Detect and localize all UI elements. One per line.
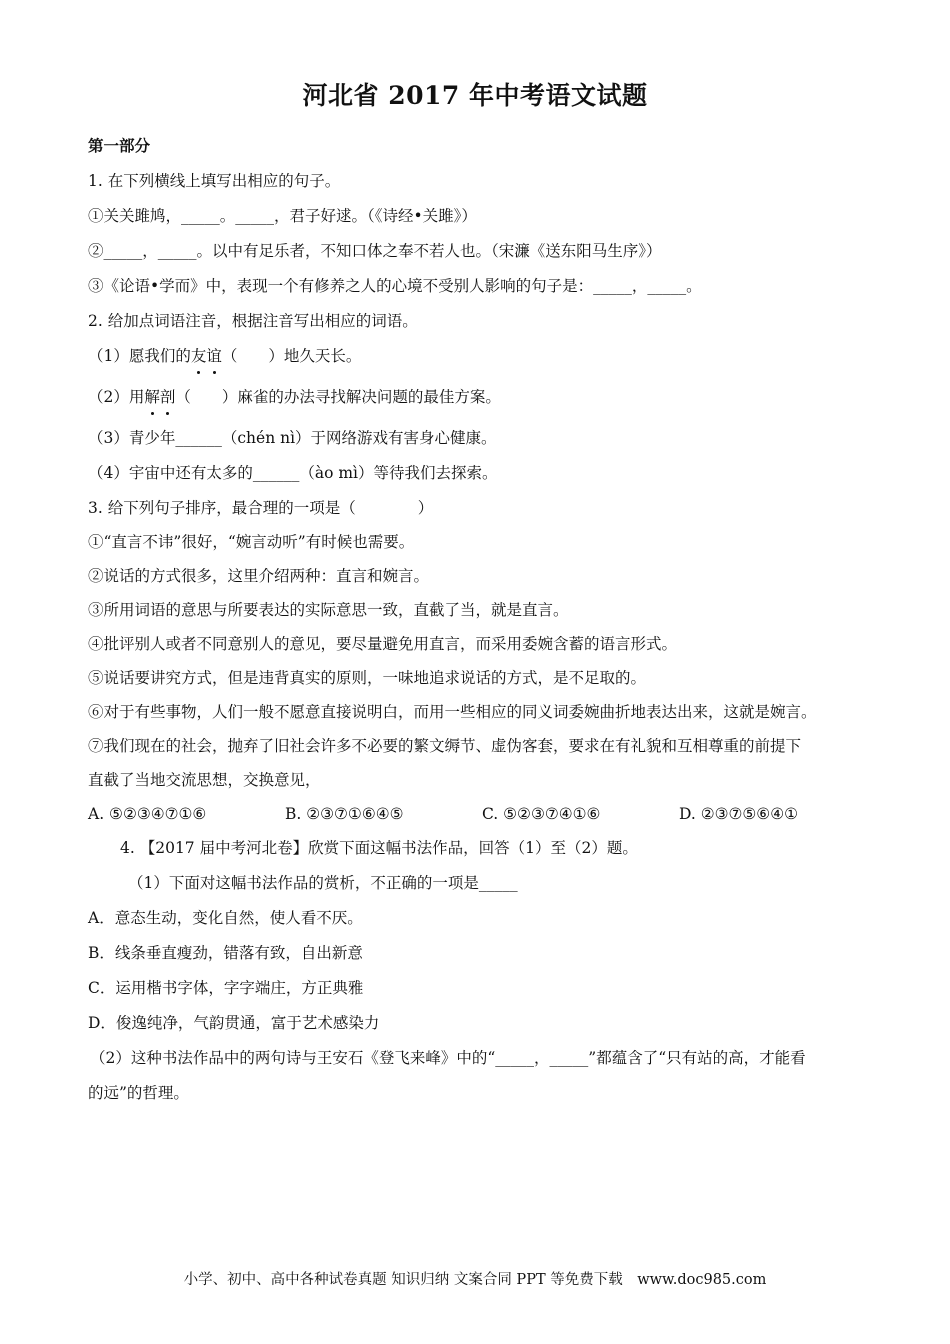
page-title: 河北省 2017 年中考语文试题 xyxy=(302,81,648,110)
q2-item-1 xyxy=(88,344,888,385)
q1-item-1: ①关关雎鸠，_____。_____，君子好逑。（《诗经•关雎》） xyxy=(88,207,477,225)
q1-item-3: ③《论语•学而》中，表现一个有修养之人的心境不受别人影响的句子是：_____，_____。 xyxy=(88,277,702,295)
q3-option-b: B. ②③⑦①⑥④⑤ xyxy=(285,805,404,823)
q3-options xyxy=(88,802,888,836)
dotted-char: 剖 xyxy=(160,385,176,409)
q3-option-d: D. ②③⑦⑤⑥④① xyxy=(679,805,798,823)
q3-sentence-2: ②说话的方式很多，这里介绍两种：直言和婉言。 xyxy=(88,567,430,585)
q2-item-2 xyxy=(88,385,888,426)
q3-option-c: C. ⑤②③⑦④①⑥ xyxy=(482,805,601,823)
exam-content xyxy=(88,134,888,1116)
q2-item-2-prefix: （2）用 xyxy=(88,388,145,406)
q3-sentence-3: ③所用词语的意思与所要表达的实际意思一致，直截了当，就是直言。 xyxy=(88,601,569,619)
q3-sentence-4: ④批评别人或者不同意别人的意见，要尽量避免用直言，而采用委婉含蓄的语言形式。 xyxy=(88,635,678,653)
q4-choice-c: C．运用楷书字体，字字端庄，方正典雅 xyxy=(88,979,364,997)
q4-sub2-line1: （2）这种书法作品中的两句诗与王安石《登飞来峰》中的“_____，_____”都蕴含了“只有站的高，才能看 xyxy=(90,1049,806,1067)
q2-item-1-suffix: （ ）地久天长。 xyxy=(221,347,362,365)
q1-item-2: ②_____，_____。以中有足乐者，不知口体之奉不若人也。（宋濂《送东阳马生序》） xyxy=(88,242,662,260)
q2-item-2-suffix: （ ）麻雀的办法寻找解决问题的最佳方案。 xyxy=(175,388,501,406)
q4-choice-b: B．线条垂直瘦劲，错落有致，自出新意 xyxy=(88,944,363,962)
q3-sentence-6: ⑥对于有些事物，人们一般不愿意直接说明白，而用一些相应的同义词委婉曲折地表达出来，这就是婉言。 xyxy=(88,703,817,721)
q1-stem: 1. 在下列横线上填写出相应的句子。 xyxy=(88,172,341,190)
q3-continuation: 直截了当地交流思想，交换意见， xyxy=(88,771,321,789)
q4-sub1: （1）下面对这幅书法作品的赏析，不正确的一项是_____ xyxy=(128,874,518,892)
section-heading: 第一部分 xyxy=(88,136,151,155)
q2-item-3: （3）青少年______（chén nì）于网络游戏有害身心健康。 xyxy=(88,429,497,447)
q3-sentence-5: ⑤说话要讲究方式，但是违背真实的原则，一味地追求说话的方式，是不足取的。 xyxy=(88,669,647,687)
q3-sentence-1: ①“直言不讳”很好，“婉言动听”有时候也需要。 xyxy=(88,533,415,551)
dotted-char: 解 xyxy=(144,385,160,409)
q4-sub2-line2: 的远”的哲理。 xyxy=(88,1084,189,1102)
q2-item-1-prefix: （1）愿我们的 xyxy=(88,347,191,365)
q4-stem: 4. 【2017 届中考河北卷】欣赏下面这幅书法作品，回答（1）至（2）题。 xyxy=(120,839,638,857)
q3-stem: 3. 给下列句子排序，最合理的一项是（ ） xyxy=(88,499,434,517)
q3-sentence-7: ⑦我们现在的社会，抛弃了旧社会许多不必要的繁文缛节、虚伪客套，要求在有礼貌和互相尊重的前提下 xyxy=(88,737,802,755)
q2-stem: 2. 给加点词语注音，根据注音写出相应的词语。 xyxy=(88,312,418,330)
q3-option-a: A. ⑤②③④⑦①⑥ xyxy=(88,805,207,823)
footer-text: 小学、初中、高中各种试卷真题 知识归纳 文案合同 PPT 等免费下载 www.doc985.com xyxy=(183,1272,767,1288)
q4-choice-d: D．俊逸纯净，气韵贯通，富于艺术感染力 xyxy=(88,1014,380,1032)
dotted-char: 友 xyxy=(191,344,207,368)
dotted-char: 谊 xyxy=(206,344,222,368)
q4-choice-a: A．意态生动，变化自然，使人看不厌。 xyxy=(88,909,363,927)
q2-item-4: （4）宇宙中还有太多的______（ào mì）等待我们去探索。 xyxy=(88,464,498,482)
